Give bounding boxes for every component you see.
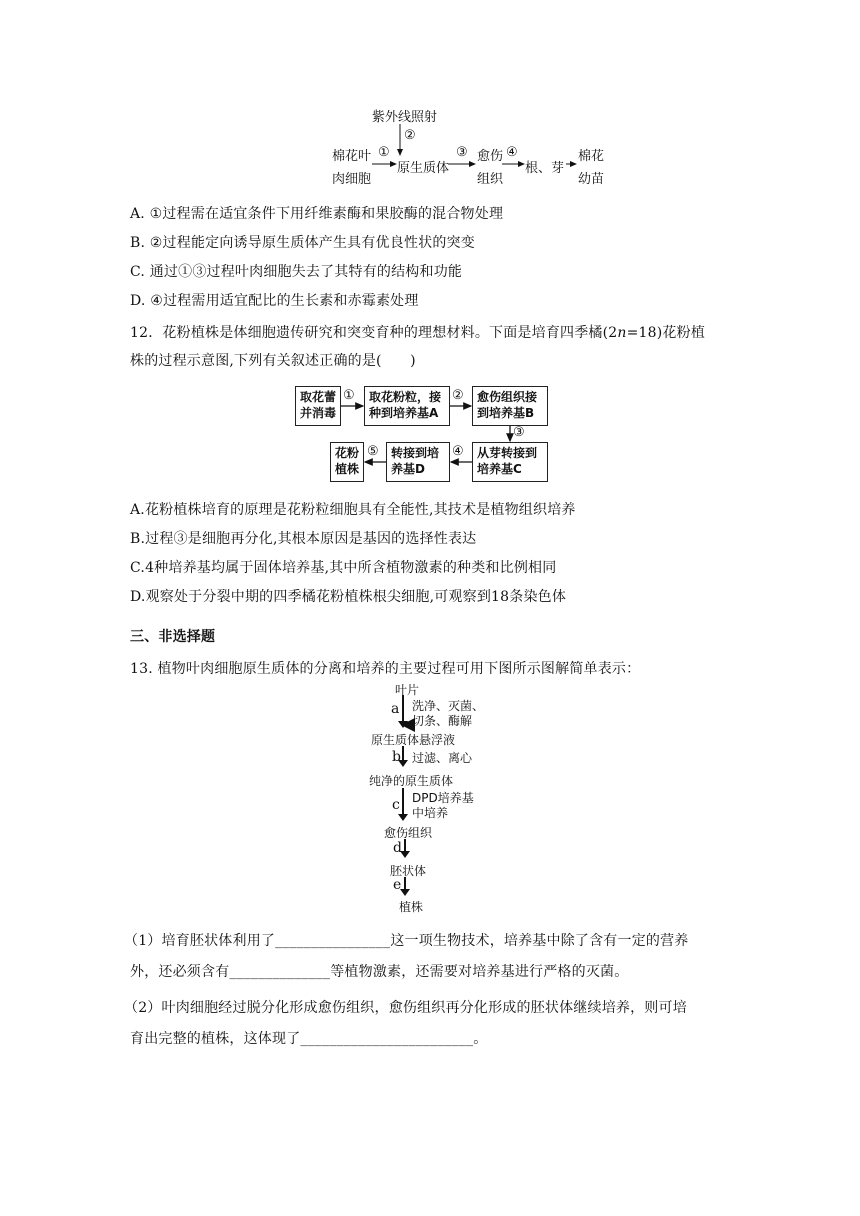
box-shoot-medium-c: 从芽转接到 培养基C	[472, 442, 548, 482]
flow-a-note1: 洗净、灭菌、	[412, 699, 485, 713]
box-transfer-medium-d: 转接到培 养基D	[386, 442, 450, 482]
callus-label-bottom: 组织	[477, 172, 504, 187]
q13-part1-line2: 外，还必须含有______________等植物激素，还需要对培养基进行严格的灭菌。	[130, 964, 629, 980]
protoplast-label: 原生质体	[397, 161, 450, 176]
box-callus-medium-b: 愈伤组织接 到培养基B	[472, 386, 548, 426]
flow-pure-protoplast: 纯净的原生质体	[369, 774, 454, 788]
flow-embryoid: 胚状体	[390, 864, 427, 878]
callus-label-top: 愈伤	[477, 149, 504, 164]
step-3-label: ③	[456, 145, 468, 160]
answer-blank-1[interactable]: ________________	[275, 933, 391, 949]
seedling-label-top: 棉花	[578, 149, 605, 164]
q11-option-d: D. ④过程需用适宜配比的生长素和赤霉素处理	[130, 293, 419, 309]
flow-c: c	[392, 797, 400, 813]
leaf-cell-label-top: 棉花叶	[332, 149, 372, 164]
q12-option-d: D.观察处于分裂中期的四季橘花粉植株根尖细胞,可观察到18条染色体	[130, 589, 567, 605]
arrow-e-head	[400, 889, 410, 896]
leaf-cell-label-bottom: 肉细胞	[332, 172, 372, 187]
step-4-label: ④	[506, 145, 518, 160]
flow-step-1: ①	[343, 388, 355, 403]
q12-stem-line1: 12．花粉植株是体细胞遗传研究和突变育种的理想材料。下面是培育四季橘(2n=18)花粉植	[130, 325, 706, 341]
box-take-buds: 取花蕾 并消毒	[295, 386, 341, 426]
flow-suspension: 原生质体悬浮液	[371, 733, 456, 747]
box-pollen-medium-a: 取花粉粒，接 种到培养基A	[364, 386, 450, 426]
flow-a-note2: 切条、酶解	[412, 714, 473, 728]
q13-part1-line1: （1）培育胚状体利用了________________这一项生物技术，培养基中除了含有一定的营养	[124, 933, 689, 949]
flow-e: e	[393, 877, 402, 893]
flow-leaf: 叶片	[395, 683, 420, 697]
flow-b-note: 过滤、离心	[412, 751, 473, 765]
step-2-label: ②	[404, 128, 416, 143]
uv-label: 紫外线照射	[372, 110, 438, 125]
arrow-c-head	[398, 814, 408, 821]
flow-d: d	[393, 840, 402, 856]
flow-step-3: ③	[513, 425, 525, 440]
seedling-label-bottom: 幼苗	[578, 172, 605, 187]
q12-option-b: B.过程③是细胞再分化,其根本原因是基因的选择性表达	[130, 531, 477, 547]
flow-c-note1: DPD培养基	[412, 791, 474, 805]
flow-plant: 植株	[399, 900, 424, 914]
q12-option-c: C.4种培养基均属于固体培养基,其中所含植物激素的种类和比例相同	[130, 560, 557, 576]
q12-stem-line2: 株的过程示意图,下列有关叙述正确的是( )	[130, 353, 416, 369]
q13-stem: 13. 植物叶肉细胞原生质体的分离和培养的主要过程可用下图所示图解简单表示：	[130, 661, 641, 677]
flow-a: a	[391, 701, 400, 717]
answer-blank-2[interactable]: ______________	[229, 964, 331, 980]
arrow-b-shaft	[402, 746, 404, 760]
arrow-a-head	[398, 721, 408, 728]
q12-option-a: A.花粉植株培育的原理是花粉粒细胞具有全能性,其技术是植物组织培养	[130, 502, 576, 518]
box-pollen-plant: 花粉 植株	[330, 442, 364, 482]
arrow-c-shaft	[402, 788, 404, 814]
q13-part2-line1: （2）叶肉细胞经过脱分化形成愈伤组织，愈伤组织再分化形成的胚状体继续培养，则可培	[124, 1000, 687, 1016]
q13-part2-line2: 育出完整的植株，这体现了________________________。	[130, 1031, 488, 1047]
section-title: 三、非选择题	[130, 629, 216, 645]
step-1-label: ①	[378, 145, 390, 160]
root-shoot-label: 根、芽	[525, 161, 565, 176]
flow-step-2: ②	[452, 388, 464, 403]
arrow-a-shaft	[402, 695, 404, 721]
q11-option-a: A. ①过程需在适宜条件下用纤维素酶和果胶酶的混合物处理	[130, 206, 504, 222]
flow-step-5: ⑤	[367, 444, 379, 459]
flow-b: b	[392, 749, 401, 765]
answer-blank-3[interactable]: ________________________	[300, 1031, 474, 1047]
flow-callus: 愈伤组织	[384, 826, 433, 840]
flow-c-note2: 中培养	[412, 806, 449, 820]
flow-step-4: ④	[452, 444, 464, 459]
q11-option-c: C. 通过①③过程叶肉细胞失去了其特有的结构和功能	[130, 264, 463, 280]
q11-option-b: B. ②过程能定向诱导原生质体产生具有优良性状的突变	[130, 235, 475, 251]
